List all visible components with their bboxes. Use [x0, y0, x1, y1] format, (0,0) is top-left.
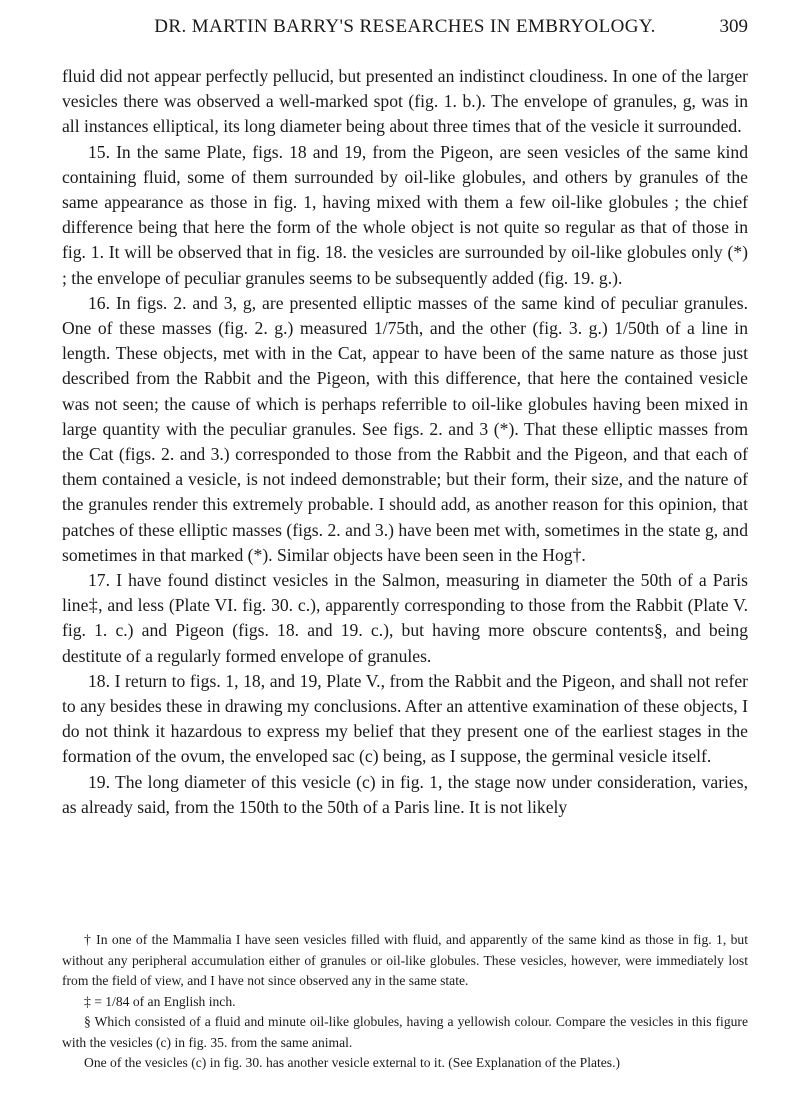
- paragraph-18: 18. I return to figs. 1, 18, and 19, Plate V., from the Rabbit and the Pigeon, and shall not refer to any besides these in drawing my conclusions. After an attentive examination of these objects, I do not think it hazardous to express my belief that they present one of the earliest stages in the formation of the ovum, the enveloped sac (c) being, as I suppose, the germinal vesicle itself.: [62, 670, 748, 767]
- footnote-double-dagger: ‡ = 1/84 of an English inch.: [84, 993, 236, 1009]
- body-text: [62, 64, 748, 820]
- footnote-continuation: One of the vesicles (c) in fig. 30. has another vesicle external to it. (See Explanation of the Plates.): [84, 1055, 621, 1070]
- page-number: 309: [719, 16, 748, 37]
- paragraph-14-continued: fluid did not appear perfectly pellucid, but presented an indistinct cloudiness. In one of the larger vesicles there was observed a well-marked spot (fig. 1. b.). The envelope of granules, g, was in all instances elliptical, its long diameter being about three times that of the vesicle it surrounded.: [62, 66, 748, 137]
- page-header: [62, 14, 748, 42]
- paragraph-17: 17. I have found distinct vesicles in the Salmon, measuring in diameter the 50th of a Paris line‡, and less (Plate VI. fig. 30. c.), apparently corresponding to those from the Rabbit (Plate V. fig. 1. c.) and Pigeon (figs. 18. and 19. c.), but having more obscure contents§, and being destitute of a regularly formed envelope of granules.: [62, 570, 748, 666]
- paragraph-15: 15. In the same Plate, figs. 18 and 19, from the Pigeon, are seen vesicles of the same kind containing fluid, some of them surrounded by oil-like globules, and others by granules of the same appearance as those in fig. 1, having mixed with them a few oil-like globules ; the chief difference being that here the form of the whole object is not quite so regular as that of those in fig. 1. It will be observed that in fig. 18. the vesicles are surrounded by oil-like globules only (*) ; the envelope of peculiar granules seems to be subsequently added (fig. 19. g.).: [62, 141, 748, 288]
- footnotes: [62, 930, 748, 1074]
- paragraph-19: 19. The long diameter of this vesicle (c) in fig. 1, the stage now under consideration, varies, as already said, from the 150th to the 50th of a Paris line. It is not likely: [62, 771, 748, 817]
- running-head: DR. MARTIN BARRY'S RESEARCHES IN EMBRYOLOGY.: [154, 16, 656, 37]
- paragraph-16: 16. In figs. 2. and 3, g, are presented elliptic masses of the same kind of peculiar granules. One of these masses (fig. 2. g.) measured 1/75th, and the other (fig. 3. g.) 1/50th of a line in length. These objects, met with in the Cat, appear to have been of the same nature as those just described from the Rabbit and the Pigeon, with this difference, that here the contained vesicle was not seen; the cause of which is perhaps referrible to oil-like globules having been mixed in large quantity with the peculiar granules. See figs. 2. and 3 (*). That these elliptic masses from the Cat (figs. 2. and 3.) corresponded to those from the Rabbit and the Pigeon, and that each of them contained a vesicle, is not indeed demonstrable; but their form, their size, and the nature of the granules render this extremely probable. I should add, as another reason for this opinion, that patches of these elliptic masses (figs. 2. and 3.) have been met with, sometimes in the state g, and sometimes in that marked (*). Similar objects have been seen in the Hog†.: [62, 292, 748, 565]
- footnote-section: § Which consisted of a fluid and minute oil-like globules, having a yellowish colour. Compare the vesicles in this figure with the vesicles (c) in fig. 35. from the same animal.: [62, 1014, 748, 1050]
- footnote-dagger: † In one of the Mammalia I have seen vesicles filled with fluid, and apparently of the same kind as those in fig. 1, but without any peripheral accumulation either of granules or oil-like globules. These vesicles, however, were immediately lost from the field of view, and I have not since observed any in the same state.: [62, 932, 748, 988]
